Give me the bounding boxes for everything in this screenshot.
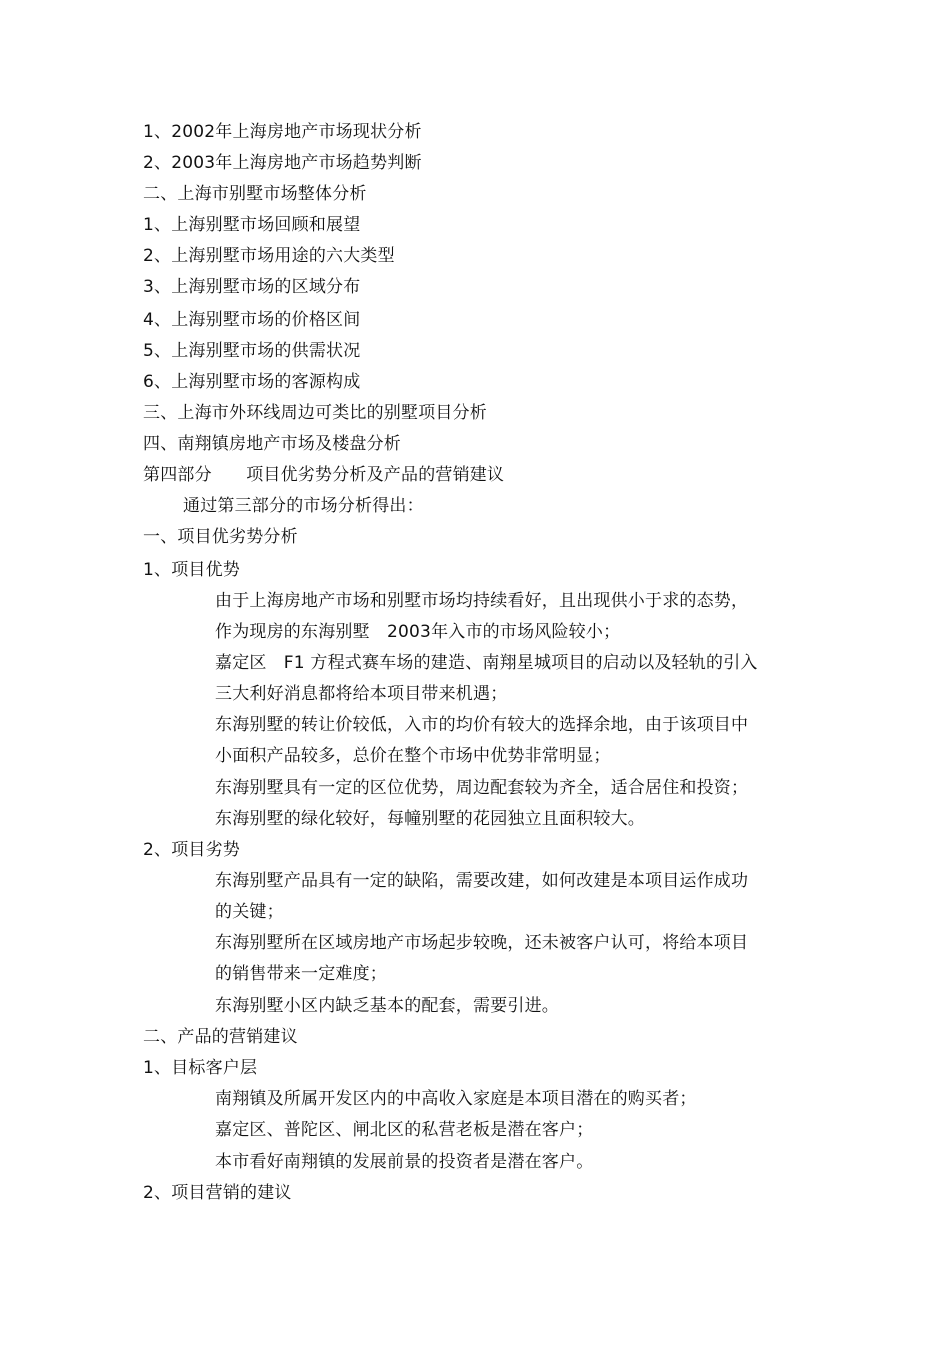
body-text: 小面积产品较多，总价在整个市场中优势非常明显； bbox=[215, 746, 611, 766]
body-text: 三大利好消息都将给本项目带来机遇； bbox=[215, 684, 508, 704]
part-heading: 第四部分 项目优劣势分析及产品的营销建议 bbox=[143, 465, 505, 485]
section-heading: 一、项目优劣势分析 bbox=[143, 527, 298, 547]
section-heading: 三、上海市外环线周边可类比的别墅项目分析 bbox=[143, 403, 487, 423]
intro-paragraph: 通过第三部分的市场分析得出： bbox=[183, 496, 424, 516]
toc-item: 4、上海别墅市场的价格区间 bbox=[143, 310, 361, 330]
body-text: 东海别墅所在区域房地产市场起步较晚，还未被客户认可，将给本项目 bbox=[215, 933, 749, 953]
toc-item: 3、上海别墅市场的区域分布 bbox=[143, 277, 361, 297]
body-text: 南翔镇及所属开发区内的中高收入家庭是本项目潜在的购买者； bbox=[215, 1089, 697, 1109]
toc-item: 5、上海别墅市场的供需状况 bbox=[143, 341, 361, 361]
body-text: 东海别墅小区内缺乏基本的配套，需要引进。 bbox=[215, 996, 559, 1016]
subsection-heading: 1、目标客户层 bbox=[143, 1058, 258, 1078]
toc-item: 2、上海别墅市场用途的六大类型 bbox=[143, 246, 395, 266]
section-heading: 二、产品的营销建议 bbox=[143, 1027, 298, 1047]
section-heading: 四、南翔镇房地产市场及楼盘分析 bbox=[143, 434, 401, 454]
toc-item: 6、上海别墅市场的客源构成 bbox=[143, 372, 361, 392]
body-text: 嘉定区、普陀区、闸北区的私营老板是潜在客户； bbox=[215, 1120, 594, 1140]
body-text: 嘉定区 F1 方程式赛车场的建造、南翔星城项目的启动以及轻轨的引入 bbox=[215, 653, 758, 673]
toc-item: 1、2002年上海房地产市场现状分析 bbox=[143, 122, 422, 142]
body-text: 东海别墅的转让价较低，入市的均价有较大的选择余地，由于该项目中 bbox=[215, 715, 749, 735]
body-text: 的销售带来一定难度； bbox=[215, 964, 387, 984]
section-heading: 二、上海市别墅市场整体分析 bbox=[143, 184, 367, 204]
toc-item: 1、上海别墅市场回顾和展望 bbox=[143, 215, 361, 235]
subsection-heading: 2、项目劣势 bbox=[143, 840, 241, 860]
subsection-heading: 2、项目营销的建议 bbox=[143, 1183, 292, 1203]
subsection-heading: 1、项目优势 bbox=[143, 560, 241, 580]
toc-item: 2、2003年上海房地产市场趋势判断 bbox=[143, 153, 422, 173]
body-text: 本市看好南翔镇的发展前景的投资者是潜在客户。 bbox=[215, 1152, 594, 1172]
body-text: 的关键； bbox=[215, 902, 284, 922]
body-text: 东海别墅的绿化较好，每幢别墅的花园独立且面积较大。 bbox=[215, 809, 645, 829]
body-text: 东海别墅具有一定的区位优势，周边配套较为齐全，适合居住和投资； bbox=[215, 778, 749, 798]
body-text: 东海别墅产品具有一定的缺陷，需要改建，如何改建是本项目运作成功 bbox=[215, 871, 749, 891]
body-text: 作为现房的东海别墅 2003年入市的市场风险较小； bbox=[215, 622, 621, 642]
body-text: 由于上海房地产市场和别墅市场均持续看好，且出现供小于求的态势， bbox=[215, 591, 749, 611]
